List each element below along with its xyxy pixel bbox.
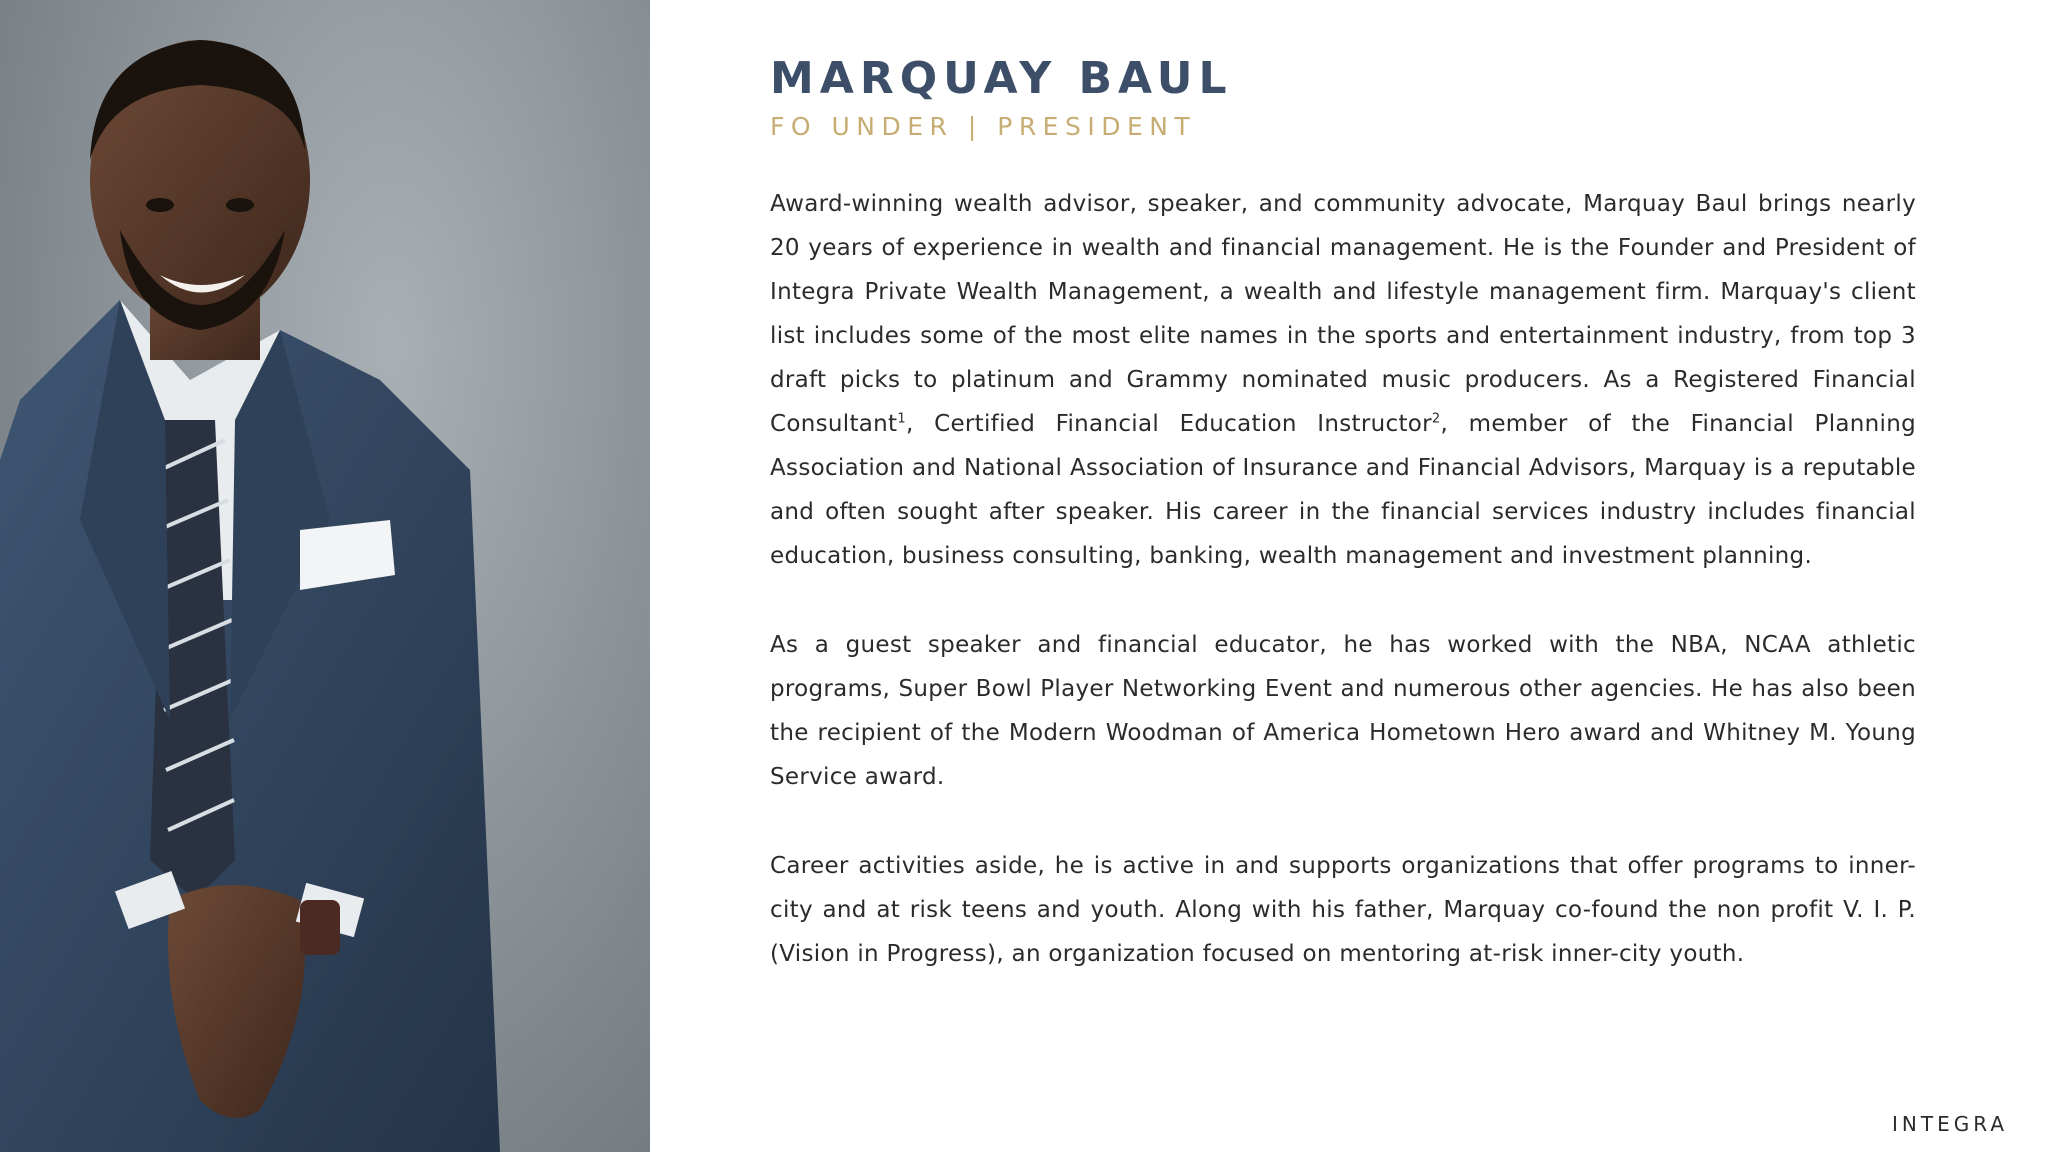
bio-p1-part-b: , Certified Financial Education Instructor	[905, 411, 1432, 437]
biography	[770, 182, 1916, 976]
bio-p1-part-a: Award-winning wealth advisor, speaker, and community advocate, Marquay Baul brings nearly 20 years of experience in wealth and financial management. He is the Founder and President of Integra Private Wealth Management, a wealth and lifestyle management firm. Marquay's client list includes some of the most elite names in the sports and entertainment industry, from top 3 draft picks to platinum and Grammy nominated music producers. As a Registered Financial Consultant	[770, 191, 1916, 437]
person-name: MARQUAY BAUL	[770, 53, 1233, 104]
left-eye	[146, 198, 174, 212]
bio-paragraph-2: As a guest speaker and financial educator, he has worked with the NBA, NCAA athletic programs, Super Bowl Player Networking Event and numerous other agencies. He has also been the recipient of the Modern Woodman of America Hometown Hero award and Whitney M. Young Service award.	[770, 632, 1916, 790]
integra-logo: INTEGRA	[1892, 1112, 2008, 1136]
bio-paragraph-3: Career activities aside, he is active in and supports organizations that offer programs to inner-city and at risk teens and youth. Along with his father, Marquay co-found the non profit V. I. P. (Vision in Progress), an organization focused on mentoring at-risk inner-city youth.	[770, 853, 1916, 967]
footnote-2: 2	[1431, 411, 1441, 427]
portrait-illustration	[0, 0, 650, 1152]
bio-p1-part-c: , member of the Financial Planning Association and National Association of Insurance and Financial Advisors, Marquay is a reputable and often sought after speaker. His career in the financial services industry includes financial education, business consulting, banking, wealth management and investment planning.	[770, 411, 1917, 569]
right-eye	[226, 198, 254, 212]
person-title: FO UNDER | PRESIDENT	[770, 112, 1197, 141]
portrait-photo	[0, 0, 650, 1152]
watch	[300, 900, 340, 955]
bio-paragraph-1	[770, 182, 1916, 578]
bio-content	[770, 52, 1916, 1021]
footnote-1: 1	[897, 411, 906, 427]
